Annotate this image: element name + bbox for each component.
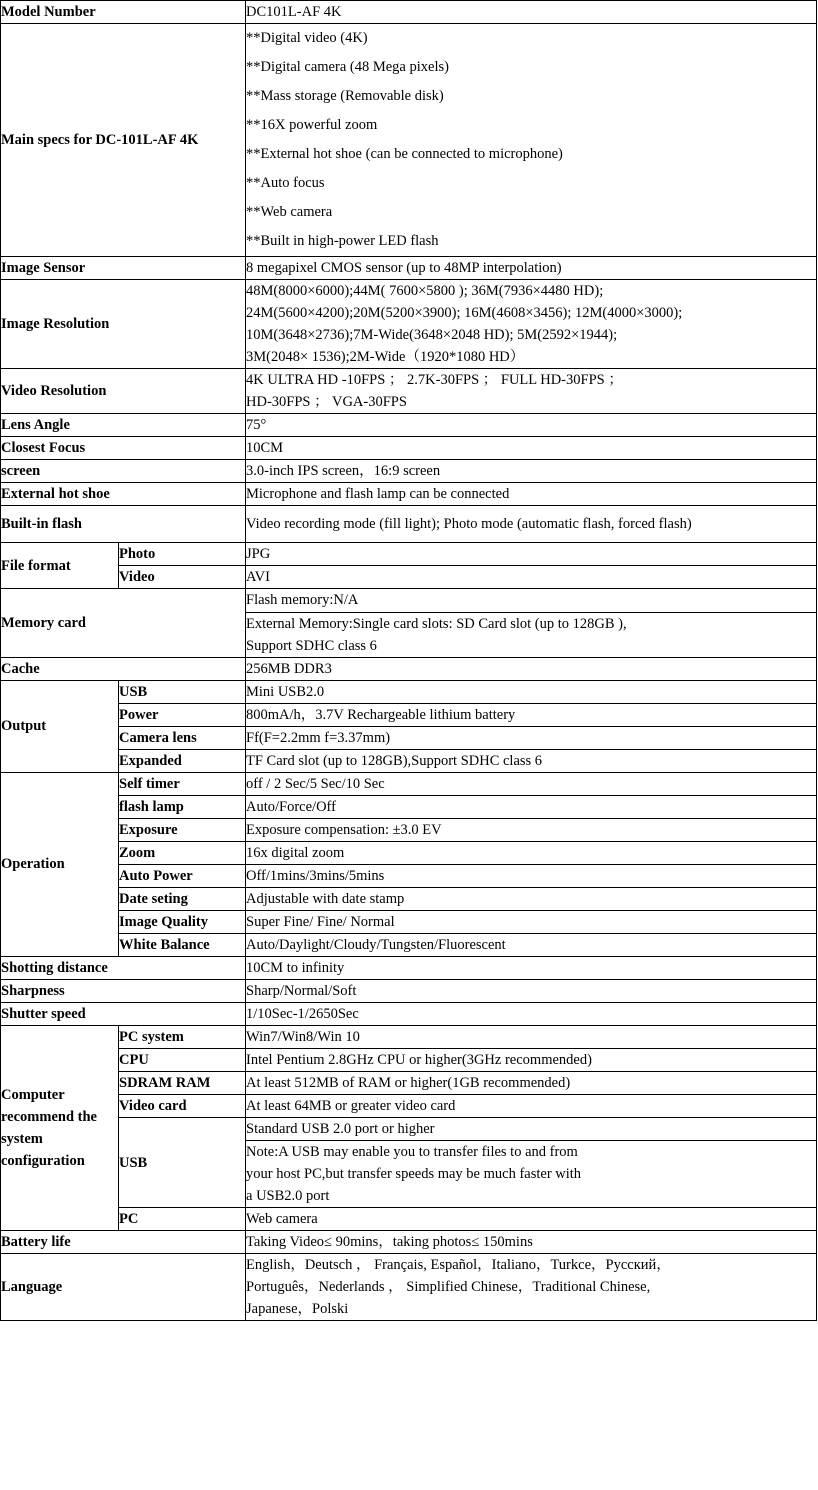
spec-bullet: **Mass storage (Removable disk) bbox=[246, 88, 444, 105]
language-line: English，Deutsch ， Français, Español，Italiano，Turkce，Русский， bbox=[246, 1257, 671, 1274]
sub-label-usb: USB bbox=[119, 680, 246, 703]
table-row bbox=[1, 910, 817, 933]
resolution-line: 3M(2048× 1536);2M-Wide（1920*1080 HD） bbox=[246, 349, 525, 366]
row-value-video-card: At least 64MB or greater video card bbox=[246, 1095, 817, 1118]
table-row bbox=[1, 1026, 817, 1049]
table-row bbox=[1, 657, 817, 680]
row-value-video: AVI bbox=[246, 566, 817, 589]
row-label-image-sensor: Image Sensor bbox=[1, 257, 246, 280]
sub-label-camera-lens: Camera lens bbox=[119, 726, 246, 749]
video-resolution-line: HD-30FPS ； VGA-30FPS bbox=[246, 394, 407, 411]
row-label-output: Output bbox=[1, 680, 119, 772]
table-row bbox=[1, 280, 817, 369]
row-value-photo: JPG bbox=[246, 543, 817, 566]
resolution-line: 10M(3648×2736);7M-Wide(3648×2048 HD); 5M(2592×1944); bbox=[246, 327, 618, 344]
row-label-main-specs: Main specs for DC-101L-AF 4K bbox=[1, 24, 246, 257]
row-value-date-seting: Adjustable with date stamp bbox=[246, 887, 817, 910]
row-value-lens-angle: 75° bbox=[246, 414, 817, 437]
sub-label-power: Power bbox=[119, 703, 246, 726]
row-value-external-hot-shoe: Microphone and flash lamp can be connected bbox=[246, 483, 817, 506]
row-label-model-number: Model Number bbox=[1, 1, 246, 24]
spec-bullet: **External hot shoe (can be connected to microphone) bbox=[246, 146, 563, 163]
row-value-model-number: DC101L-AF 4K bbox=[246, 1, 817, 24]
usb-note-line: Note:A USB may enable you to transfer files to and from bbox=[246, 1144, 578, 1161]
row-label-memory-card: Memory card bbox=[1, 589, 246, 657]
row-value-sdram-ram: At least 512MB of RAM or higher(1GB recommended) bbox=[246, 1072, 817, 1095]
spec-bullet: **Digital video (4K) bbox=[246, 30, 368, 47]
row-value-pc: Web camera bbox=[246, 1208, 817, 1231]
table-row bbox=[1, 1, 817, 24]
memory-line: External Memory:Single card slots: SD Card slot (up to 128GB ), bbox=[246, 615, 627, 632]
table-row bbox=[1, 772, 817, 795]
sub-label-expanded: Expanded bbox=[119, 749, 246, 772]
spec-bullet: **Web camera bbox=[246, 204, 333, 221]
row-label-built-in-flash: Built-in flash bbox=[1, 506, 246, 543]
sub-label-exposure: Exposure bbox=[119, 818, 246, 841]
table-row bbox=[1, 1049, 817, 1072]
table-row bbox=[1, 1231, 817, 1254]
sub-label-image-quality: Image Quality bbox=[119, 910, 246, 933]
sub-label-date-seting: Date seting bbox=[119, 887, 246, 910]
row-value-main-specs bbox=[246, 24, 817, 257]
row-value-shutter-speed: 1/10Sec-1/2650Sec bbox=[246, 1003, 817, 1026]
row-value-zoom: 16x digital zoom bbox=[246, 841, 817, 864]
row-label-screen: screen bbox=[1, 460, 246, 483]
row-value-self-timer: off / 2 Sec/5 Sec/10 Sec bbox=[246, 772, 817, 795]
row-value-cache: 256MB DDR3 bbox=[246, 657, 817, 680]
table-row bbox=[1, 437, 817, 460]
row-value-power: 800mA/h，3.7V Rechargeable lithium battery bbox=[246, 703, 817, 726]
row-label-shutter-speed: Shutter speed bbox=[1, 1003, 246, 1026]
resolution-line: 24M(5600×4200);20M(5200×3900); 16M(4608×3456); 12M(4000×3000); bbox=[246, 305, 683, 322]
sub-label-cpu: CPU bbox=[119, 1049, 246, 1072]
table-row bbox=[1, 460, 817, 483]
table-row bbox=[1, 566, 817, 589]
table-row bbox=[1, 257, 817, 280]
spec-bullet: **Built in high-power LED flash bbox=[246, 233, 439, 250]
row-label-file-format: File format bbox=[1, 543, 119, 589]
table-row bbox=[1, 506, 817, 543]
table-row bbox=[1, 956, 817, 979]
row-value-exposure: Exposure compensation: ±3.0 EV bbox=[246, 818, 817, 841]
row-value-battery-life: Taking Video≤ 90mins，taking photos≤ 150mins bbox=[246, 1231, 817, 1254]
table-row bbox=[1, 369, 817, 414]
table-row bbox=[1, 1095, 817, 1118]
spec-bullet: **Auto focus bbox=[246, 175, 325, 192]
row-label-cache: Cache bbox=[1, 657, 246, 680]
sub-label-computer-usb: USB bbox=[119, 1118, 246, 1208]
table-row bbox=[1, 818, 817, 841]
sub-label-video-card: Video card bbox=[119, 1095, 246, 1118]
sub-label-auto-power: Auto Power bbox=[119, 864, 246, 887]
row-label-computer-recommend: Computer recommend the system configuration bbox=[1, 1026, 119, 1231]
table-row bbox=[1, 1208, 817, 1231]
row-value-language bbox=[246, 1254, 817, 1321]
row-label-sharpness: Sharpness bbox=[1, 980, 246, 1003]
language-line: Japanese，Polski bbox=[246, 1301, 349, 1318]
row-label-language: Language bbox=[1, 1254, 246, 1321]
table-row bbox=[1, 933, 817, 956]
table-row bbox=[1, 414, 817, 437]
sub-label-pc-system: PC system bbox=[119, 1026, 246, 1049]
row-label-external-hot-shoe: External hot shoe bbox=[1, 483, 246, 506]
row-value-built-in-flash: Video recording mode (fill light); Photo mode (automatic flash, forced flash) bbox=[246, 506, 817, 543]
row-value-usb: Mini USB2.0 bbox=[246, 680, 817, 703]
language-line: Português，Nederlands ， Simplified Chinese，Traditional Chinese, bbox=[246, 1279, 651, 1296]
row-value-shotting-distance: 10CM to infinity bbox=[246, 956, 817, 979]
row-value-closest-focus: 10CM bbox=[246, 437, 817, 460]
memory-line: Support SDHC class 6 bbox=[246, 637, 377, 654]
row-value-image-sensor: 8 megapixel CMOS sensor (up to 48MP interpolation) bbox=[246, 257, 817, 280]
sub-label-flash-lamp: flash lamp bbox=[119, 795, 246, 818]
row-value-external-memory bbox=[246, 612, 817, 657]
row-label-shotting-distance: Shotting distance bbox=[1, 956, 246, 979]
row-value-computer-usb-note bbox=[246, 1141, 817, 1208]
table-row bbox=[1, 864, 817, 887]
sub-label-sdram-ram: SDRAM RAM bbox=[119, 1072, 246, 1095]
table-row bbox=[1, 1118, 817, 1141]
row-label-video-resolution: Video Resolution bbox=[1, 369, 246, 414]
row-value-auto-power: Off/1mins/3mins/5mins bbox=[246, 864, 817, 887]
row-value-image-quality: Super Fine/ Fine/ Normal bbox=[246, 910, 817, 933]
usb-note-line: your host PC,but transfer speeds may be much faster with bbox=[246, 1166, 582, 1183]
table-row bbox=[1, 795, 817, 818]
table-row bbox=[1, 483, 817, 506]
resolution-line: 48M(8000×6000);44M( 7600×5800 ); 36M(7936×4480 HD); bbox=[246, 283, 604, 300]
row-label-battery-life: Battery life bbox=[1, 1231, 246, 1254]
table-row bbox=[1, 703, 817, 726]
table-row bbox=[1, 1254, 817, 1321]
video-resolution-line: 4K ULTRA HD -10FPS ； 2.7K-30FPS ； FULL HD-30FPS ； bbox=[246, 372, 623, 389]
row-label-operation: Operation bbox=[1, 772, 119, 956]
spec-bullet: **16X powerful zoom bbox=[246, 117, 378, 134]
sub-label-photo: Photo bbox=[119, 543, 246, 566]
table-row bbox=[1, 24, 817, 257]
spec-bullet: **Digital camera (48 Mega pixels) bbox=[246, 59, 449, 76]
row-value-pc-system: Win7/Win8/Win 10 bbox=[246, 1026, 817, 1049]
sub-label-white-balance: White Balance bbox=[119, 933, 246, 956]
row-value-camera-lens: Ff(F=2.2mm f=3.37mm) bbox=[246, 726, 817, 749]
row-value-sharpness: Sharp/Normal/Soft bbox=[246, 980, 817, 1003]
table-row bbox=[1, 1003, 817, 1026]
sub-label-pc: PC bbox=[119, 1208, 246, 1231]
row-value-image-resolution bbox=[246, 280, 817, 369]
table-row bbox=[1, 680, 817, 703]
table-row bbox=[1, 726, 817, 749]
row-value-expanded: TF Card slot (up to 128GB),Support SDHC class 6 bbox=[246, 749, 817, 772]
table-row bbox=[1, 841, 817, 864]
row-label-lens-angle: Lens Angle bbox=[1, 414, 246, 437]
row-label-image-resolution: Image Resolution bbox=[1, 280, 246, 369]
usb-note-line: a USB2.0 port bbox=[246, 1188, 330, 1205]
table-row bbox=[1, 749, 817, 772]
row-label-closest-focus: Closest Focus bbox=[1, 437, 246, 460]
row-value-video-resolution bbox=[246, 369, 817, 414]
row-value-screen: 3.0-inch IPS screen，16:9 screen bbox=[246, 460, 817, 483]
sub-label-self-timer: Self timer bbox=[119, 772, 246, 795]
sub-label-video: Video bbox=[119, 566, 246, 589]
sub-label-zoom: Zoom bbox=[119, 841, 246, 864]
table-row bbox=[1, 980, 817, 1003]
table-row bbox=[1, 543, 817, 566]
row-value-flash-lamp: Auto/Force/Off bbox=[246, 795, 817, 818]
table-row bbox=[1, 1072, 817, 1095]
row-value-white-balance: Auto/Daylight/Cloudy/Tungsten/Fluorescent bbox=[246, 933, 817, 956]
table-row bbox=[1, 887, 817, 910]
table-row bbox=[1, 589, 817, 612]
row-value-computer-usb-standard: Standard USB 2.0 port or higher bbox=[246, 1118, 817, 1141]
row-value-flash-memory: Flash memory:N/A bbox=[246, 589, 817, 612]
row-value-cpu: Intel Pentium 2.8GHz CPU or higher(3GHz recommended) bbox=[246, 1049, 817, 1072]
